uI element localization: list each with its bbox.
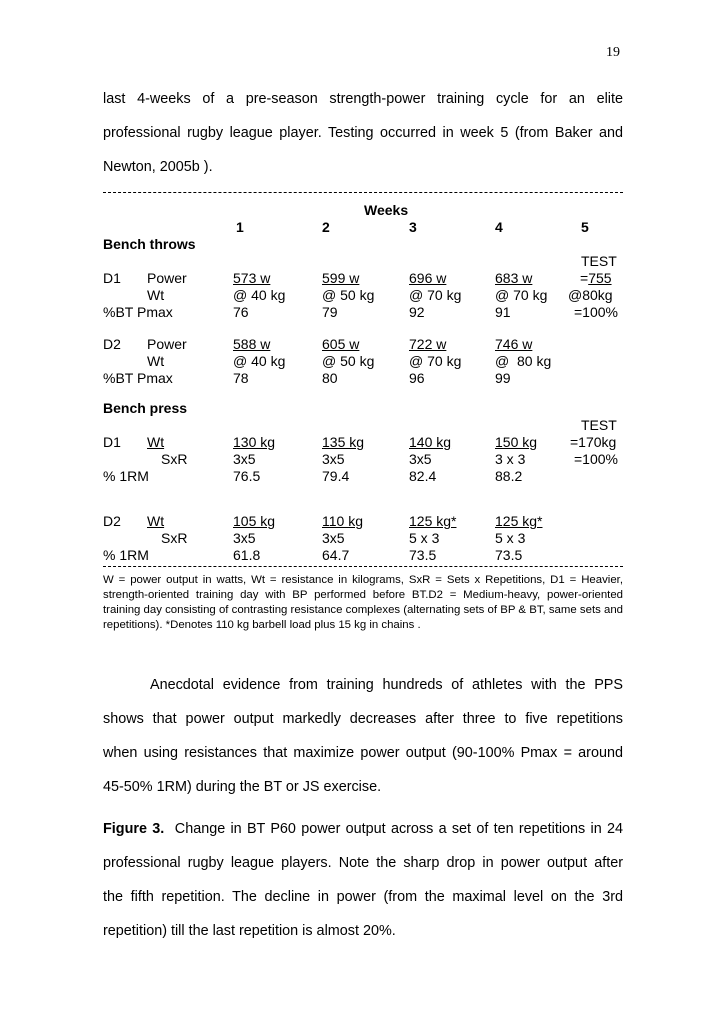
bp-d2-wt: 105 kg bbox=[233, 513, 276, 529]
row-label: %BT Pmax bbox=[103, 304, 173, 320]
bt-d1-pmax: 79 bbox=[322, 304, 338, 320]
bt-d2-pmax: 99 bbox=[495, 370, 511, 386]
bt-d2-pmax: 96 bbox=[409, 370, 425, 386]
row-label: % 1RM bbox=[103, 468, 149, 484]
bp-d2-rm: 73.5 bbox=[495, 547, 523, 563]
table-top-rule bbox=[103, 192, 623, 193]
bt-d2-power: 588 w bbox=[233, 336, 271, 352]
bp-d1-wt: 135 kg bbox=[322, 434, 365, 450]
bp-d1-sxr: 3x5 bbox=[409, 451, 432, 467]
bt-d1-wt: @ 50 kg bbox=[322, 287, 375, 303]
bp-d1-rm: 82.4 bbox=[409, 468, 437, 484]
row-label: % 1RM bbox=[103, 547, 149, 563]
body-paragraph bbox=[103, 668, 623, 804]
bp-d2-rm: 61.8 bbox=[233, 547, 261, 563]
bench-press-heading: Bench press bbox=[103, 400, 188, 416]
table-bottom-rule bbox=[103, 566, 623, 567]
bt-d1-pmax: 92 bbox=[409, 304, 425, 320]
bt-d1-power: 599 w bbox=[322, 270, 360, 286]
bt-d2-power: 722 w bbox=[409, 336, 447, 352]
row-label: Power bbox=[147, 336, 187, 352]
bp-d1-rm: 79.4 bbox=[322, 468, 350, 484]
bt-d2-wt: @ 80 kg bbox=[495, 353, 552, 369]
caption-line: the fifth repetition. The decline in power (from the maximal level on the 3rd bbox=[103, 889, 623, 905]
row-label: Wt bbox=[147, 353, 165, 369]
caption-line bbox=[103, 812, 623, 846]
bt-d1-power: 573 w bbox=[233, 270, 271, 286]
bp-d2-wt: 125 kg* bbox=[495, 513, 543, 529]
bt-d2-wt: @ 70 kg bbox=[409, 353, 462, 369]
bt-d2-pmax: 80 bbox=[322, 370, 338, 386]
bp-d1-rm: 76.5 bbox=[233, 468, 261, 484]
row-label: SxR bbox=[161, 451, 188, 467]
bp-d1-wt: =170kg bbox=[570, 434, 617, 450]
bp-d2-sxr: 3x5 bbox=[233, 530, 256, 546]
bp-d1-rm: 88.2 bbox=[495, 468, 523, 484]
bt-d1-wt: @ 70 kg bbox=[409, 287, 462, 303]
caption-label: Figure 3. bbox=[103, 821, 165, 837]
bp-d2-wt: 110 kg bbox=[322, 513, 363, 529]
bt-d2-wt: @ 40 kg bbox=[233, 353, 286, 369]
body-line: shows that power output markedly decreases after three to five repetitions bbox=[103, 711, 623, 727]
intro-paragraph bbox=[103, 82, 623, 184]
bt-d1-pmax: 76 bbox=[233, 304, 249, 320]
bp-d1-sxr: 3x5 bbox=[233, 451, 256, 467]
row-label: Power bbox=[147, 270, 187, 286]
intro-line: professional rugby league player. Testing occurred in week 5 (from Baker and bbox=[103, 125, 623, 141]
test-label: TEST bbox=[581, 417, 617, 433]
bt-d1-power: 683 w bbox=[495, 270, 533, 286]
day-label: D2 bbox=[103, 336, 121, 352]
body-line: Anecdotal evidence from training hundreds of athletes with the PPS bbox=[150, 677, 623, 693]
page-number: 19 bbox=[606, 45, 620, 60]
day-label: D1 bbox=[103, 434, 121, 450]
bp-d1-sxr: =100% bbox=[574, 451, 618, 467]
week-number: 2 bbox=[322, 219, 330, 235]
day-label: D2 bbox=[103, 513, 121, 529]
bt-d1-wt: @80kg bbox=[568, 287, 613, 303]
intro-line: Newton, 2005b ). bbox=[103, 159, 213, 175]
bt-d1-wt: @ 40 kg bbox=[233, 287, 286, 303]
row-label: %BT Pmax bbox=[103, 370, 173, 386]
week-number: 4 bbox=[495, 219, 503, 235]
figure-caption bbox=[103, 812, 623, 948]
week-number: 5 bbox=[581, 219, 589, 235]
intro-line: last 4-weeks of a pre-season strength-power training cycle for an elite bbox=[103, 91, 623, 107]
bp-d2-rm: 73.5 bbox=[409, 547, 437, 563]
bt-d2-power: 605 w bbox=[322, 336, 360, 352]
bench-throws-heading: Bench throws bbox=[103, 236, 196, 252]
bt-d1-wt: @ 70 kg bbox=[495, 287, 548, 303]
bp-d1-wt: 150 kg bbox=[495, 434, 538, 450]
row-label: Wt bbox=[147, 513, 165, 529]
bp-d2-rm: 64.7 bbox=[322, 547, 350, 563]
test-label: TEST bbox=[581, 253, 617, 269]
bp-d2-sxr: 5 x 3 bbox=[495, 530, 526, 546]
week-number: 3 bbox=[409, 219, 417, 235]
bp-d2-sxr: 5 x 3 bbox=[409, 530, 440, 546]
bt-d1-power: 696 w bbox=[409, 270, 447, 286]
bp-d1-wt: 130 kg bbox=[233, 434, 276, 450]
bp-d2-wt: 125 kg* bbox=[409, 513, 457, 529]
bt-d1-pmax: 91 bbox=[495, 304, 511, 320]
body-line: 45-50% 1RM) during the BT or JS exercise. bbox=[103, 779, 382, 795]
row-label: SxR bbox=[161, 530, 188, 546]
bt-d2-power: 746 w bbox=[495, 336, 533, 352]
bt-d1-power: =755 bbox=[580, 270, 612, 286]
row-label: Wt bbox=[147, 287, 165, 303]
day-label: D1 bbox=[103, 270, 121, 286]
bt-d1-pmax: =100% bbox=[574, 304, 618, 320]
bt-d2-pmax: 78 bbox=[233, 370, 249, 386]
bt-d2-wt: @ 50 kg bbox=[322, 353, 375, 369]
bp-d1-wt: 140 kg bbox=[409, 434, 452, 450]
weeks-label: Weeks bbox=[364, 202, 409, 218]
week-number: 1 bbox=[236, 219, 244, 235]
caption-line: repetition) till the last repetition is almost 20%. bbox=[103, 923, 396, 939]
body-line: when using resistances that maximize power output (90-100% Pmax = around bbox=[103, 745, 623, 761]
bp-d2-sxr: 3x5 bbox=[322, 530, 345, 546]
caption-line: professional rugby league players. Note the sharp drop in power output after bbox=[103, 855, 623, 871]
row-label: Wt bbox=[147, 434, 165, 450]
table-footnote: W = power output in watts, Wt = resistance in kilograms, SxR = Sets x Repetitions, D1 = Heavier, strength-oriented training day with BP performed before BT.D2 = Medium-heavy, power-oriented training day consisting of contrasting resistance complexes (alternating sets of BP & BT, same sets and repetitions). *Denotes 110 kg barbell load plus 15 kg in chains . bbox=[103, 574, 623, 631]
bp-d1-sxr: 3 x 3 bbox=[495, 451, 526, 467]
caption-text: Change in BT P60 power output across a set of ten repetitions in 24 bbox=[174, 821, 623, 837]
bp-d1-sxr: 3x5 bbox=[322, 451, 345, 467]
